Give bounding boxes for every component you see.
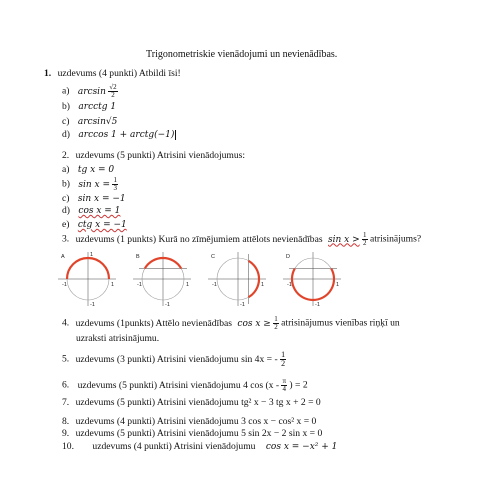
math-expr: sin x = −1 bbox=[77, 194, 126, 204]
frac-den: 2 bbox=[274, 323, 278, 331]
svg-text:-1: -1 bbox=[137, 282, 142, 288]
task-text: uzdevums (1punkts) Attēlo nevienādības bbox=[75, 317, 233, 329]
frac-den: 4 bbox=[282, 385, 286, 393]
fraction bbox=[108, 84, 117, 99]
task-text: uzdevums (5 punkti) Atrisini vienādojumu 5 sin 2x − 2 sin x = 0 bbox=[75, 428, 323, 439]
task-text: uzdevums (4 punkti) Atrisini vienādojumu bbox=[92, 441, 256, 452]
frac-num: 1 bbox=[274, 315, 278, 323]
task-6 bbox=[62, 378, 308, 393]
task-1c bbox=[62, 116, 117, 128]
task-number: 3. bbox=[62, 233, 70, 245]
task-2d bbox=[62, 205, 120, 217]
option-a-label: A bbox=[61, 254, 65, 260]
item-label: b) bbox=[62, 101, 70, 112]
math-expr: sin x = bbox=[78, 179, 111, 190]
item-label: a) bbox=[62, 164, 70, 175]
task-text: uzdevums (5 punkti) Atrisini vienādojumus: bbox=[75, 150, 246, 161]
task-number: 6. bbox=[62, 379, 70, 391]
frac-den: 2 bbox=[281, 359, 286, 368]
task-text: uzdevums (5 punkti) Atrisini vienādojumu 4 cos (x - bbox=[77, 379, 280, 391]
task-number: 8. bbox=[62, 416, 70, 427]
task-4-line2: uzraksti atrisinājumu. bbox=[76, 333, 160, 344]
math-expr: sin x > bbox=[328, 234, 360, 245]
option-b-label: B bbox=[136, 254, 140, 260]
text-cursor bbox=[175, 130, 176, 140]
math-expr: arccos 1 + arctg(−1) bbox=[78, 130, 175, 140]
task-5 bbox=[62, 351, 286, 368]
math-expr: arcsin√5 bbox=[77, 117, 118, 127]
frac-num: √2 bbox=[109, 83, 117, 91]
fraction bbox=[112, 177, 118, 192]
task-1a bbox=[62, 84, 118, 99]
math-expr: tg x = 0 bbox=[77, 165, 115, 175]
frac-num: 1 bbox=[113, 176, 117, 184]
task-number: 9. bbox=[62, 428, 70, 439]
task-2c bbox=[62, 193, 126, 205]
task-text: uzdevums (3 punkti) Atrisini vienādojumu sin 4x = - bbox=[75, 353, 278, 365]
item-label: b) bbox=[62, 178, 70, 190]
task-text: uzdevums (5 punkti) Atrisini vienādojumu tg² x − 3 tg x + 2 = 0 bbox=[75, 397, 321, 408]
fraction bbox=[281, 378, 287, 393]
option-c-label: C bbox=[211, 254, 215, 260]
item-label: c) bbox=[62, 116, 70, 127]
fraction bbox=[273, 316, 279, 331]
task-2e bbox=[62, 219, 127, 231]
option-b-diagram bbox=[133, 252, 191, 308]
math-expr: cos x = −x² + 1 bbox=[265, 442, 338, 452]
svg-text:1: 1 bbox=[90, 252, 94, 258]
task-3-heading bbox=[62, 232, 421, 247]
worksheet-title: Trigonometriskie vienādojumi un nevienādības. bbox=[146, 49, 338, 60]
item-label: d) bbox=[62, 205, 70, 216]
fraction bbox=[280, 351, 286, 368]
task-2b bbox=[62, 177, 118, 192]
unit-circle-options bbox=[58, 250, 438, 308]
task-1-heading bbox=[44, 68, 181, 79]
svg-text:-1: -1 bbox=[287, 282, 292, 288]
task-2a bbox=[62, 164, 114, 176]
svg-text:-1: -1 bbox=[240, 302, 245, 308]
svg-text:1: 1 bbox=[186, 282, 190, 288]
task-1b bbox=[62, 101, 116, 113]
svg-text:-1: -1 bbox=[212, 282, 217, 288]
frac-num: 1 bbox=[281, 350, 286, 359]
option-c-diagram bbox=[208, 252, 266, 308]
option-d-label: D bbox=[286, 254, 290, 260]
task-number: 10. bbox=[62, 441, 74, 452]
svg-text:-1: -1 bbox=[165, 302, 170, 308]
svg-text:1: 1 bbox=[336, 282, 340, 288]
task-text-end: atrisinājumus vienības riņķī un bbox=[281, 317, 400, 329]
svg-text:-1: -1 bbox=[62, 282, 67, 288]
svg-text:1: 1 bbox=[111, 282, 115, 288]
math-expr: arcctg 1 bbox=[78, 102, 117, 112]
task-7 bbox=[62, 397, 321, 408]
frac-den: 2 bbox=[111, 91, 115, 99]
option-a-diagram bbox=[58, 252, 116, 308]
svg-text:1: 1 bbox=[261, 282, 265, 288]
item-label: e) bbox=[62, 219, 70, 230]
task-text: uzdevums (4 punkti) Atrisini vienādojumu 3 cos x − cos² x = 0 bbox=[75, 416, 317, 427]
task-number: 4. bbox=[62, 317, 70, 329]
task-text-end: atrisinājums? bbox=[369, 233, 422, 245]
frac-num: π bbox=[282, 377, 287, 385]
option-d-diagram bbox=[283, 252, 341, 308]
task-text: uzdevums (1 punkts) Kurā no zīmējumiem attēlots nevienādības bbox=[75, 233, 323, 245]
fraction bbox=[362, 232, 368, 247]
task-10 bbox=[62, 441, 337, 453]
task-text-end: ) = 2 bbox=[289, 379, 308, 391]
task-2-heading bbox=[62, 150, 245, 161]
task-number: 7. bbox=[62, 397, 70, 408]
math-expr: arcsin bbox=[77, 86, 106, 97]
svg-text:-1: -1 bbox=[90, 302, 95, 308]
task-1d bbox=[62, 129, 176, 141]
math-expr: ctg x = −1 bbox=[77, 220, 127, 230]
math-expr: cos x ≥ bbox=[237, 318, 271, 329]
task-number: 1. bbox=[44, 68, 52, 79]
frac-den: 3 bbox=[113, 184, 117, 192]
item-label: a) bbox=[62, 85, 70, 97]
task-9 bbox=[62, 428, 322, 439]
item-label: c) bbox=[62, 193, 70, 204]
task-4-heading bbox=[62, 316, 400, 331]
frac-den: 2 bbox=[363, 239, 367, 247]
frac-num: 1 bbox=[363, 231, 367, 239]
task-8 bbox=[62, 416, 316, 427]
math-expr: cos x = 1 bbox=[78, 206, 121, 216]
task-number: 2. bbox=[62, 150, 70, 161]
task-text: uzdevums (4 punkti) Atbildi īsi! bbox=[57, 68, 181, 79]
svg-text:-1: -1 bbox=[315, 302, 320, 308]
task-number: 5. bbox=[62, 353, 70, 365]
item-label: d) bbox=[62, 129, 70, 140]
